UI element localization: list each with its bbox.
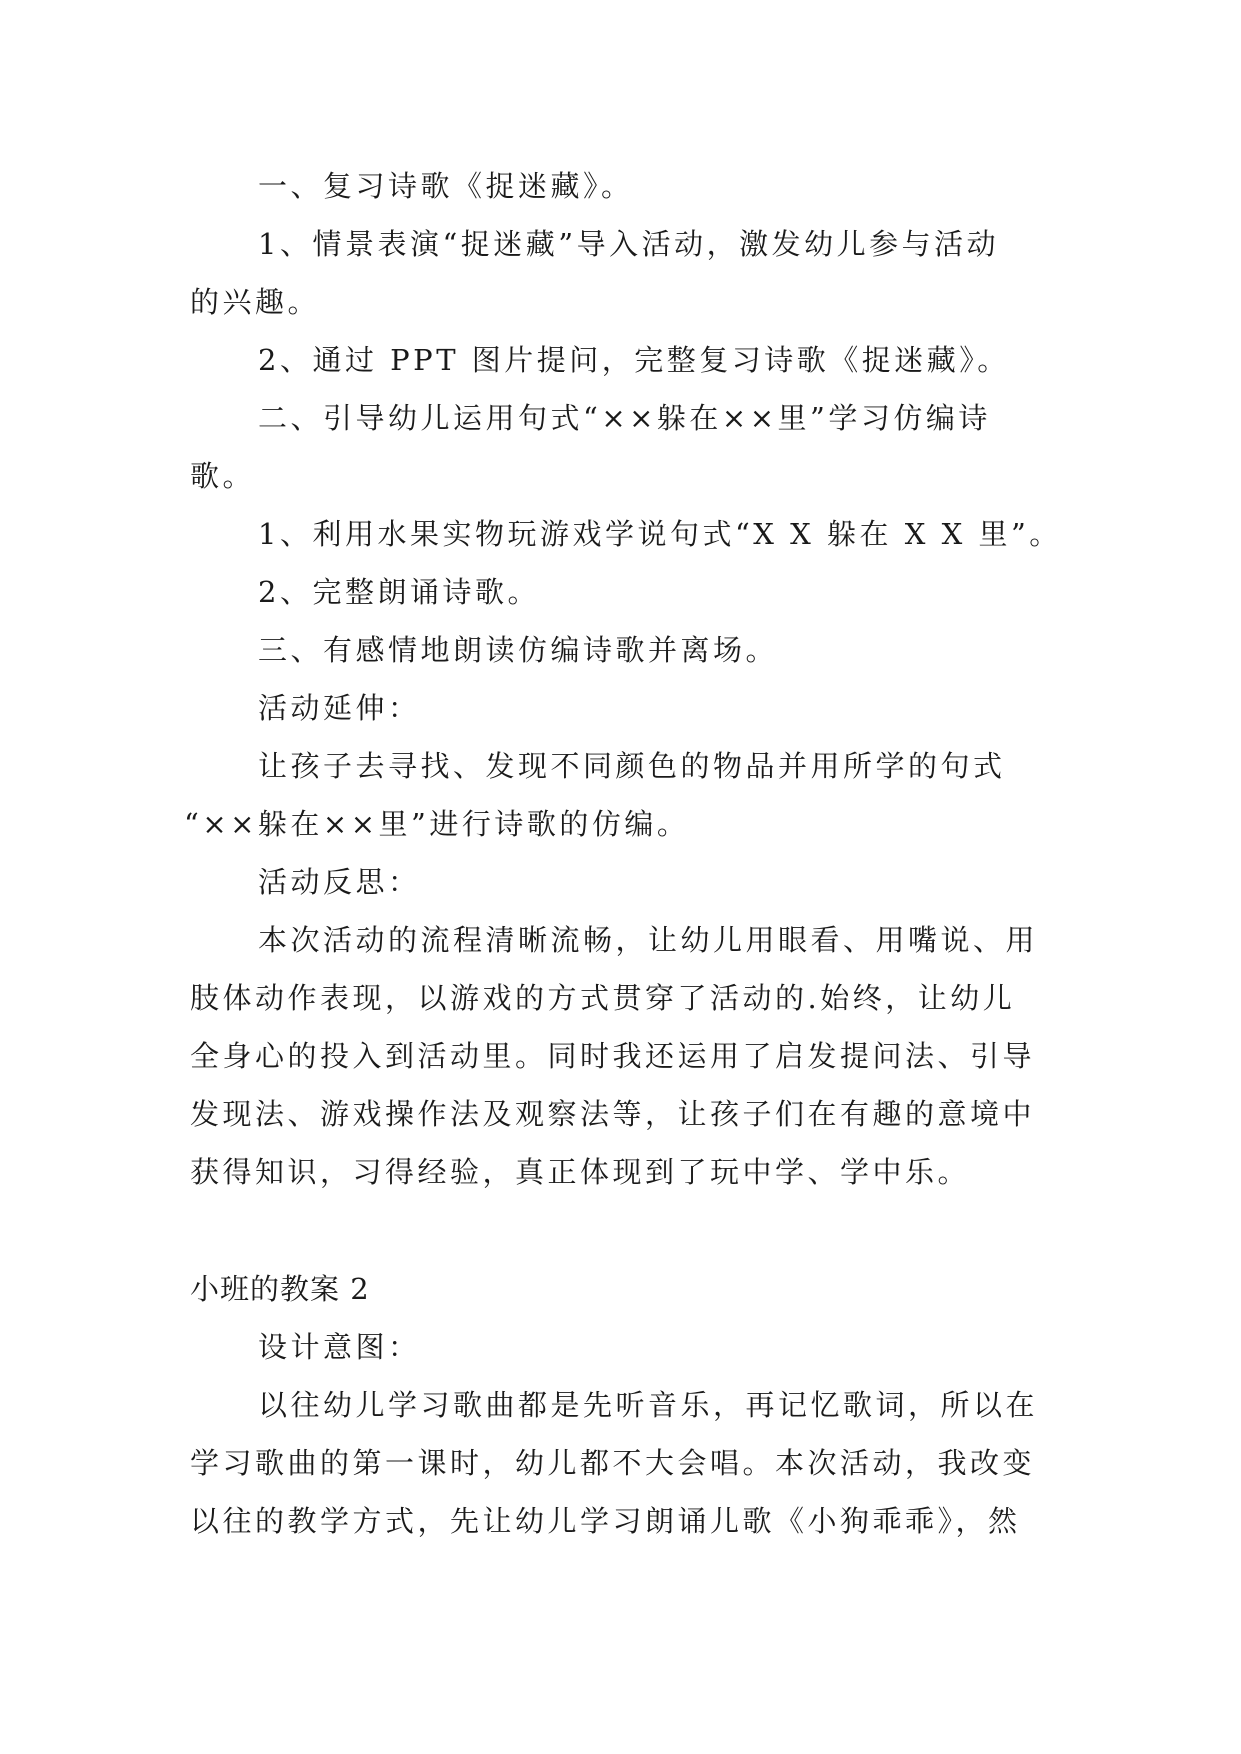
- paragraph-line: “××躲在××里”进行诗歌的仿编。: [184, 807, 690, 841]
- paragraph-line: 全身心的投入到活动里。同时我还运用了启发提问法、引导: [190, 1039, 1036, 1073]
- paragraph-line: 1、情景表演“捉迷藏”导入活动，激发幼儿参与活动: [258, 227, 1000, 261]
- paragraph-line: 获得知识，习得经验，真正体现到了玩中学、学中乐。: [190, 1155, 971, 1189]
- paragraph-line: 以往的教学方式，先让幼儿学习朗诵儿歌《小狗乖乖》，然: [190, 1504, 1021, 1538]
- paragraph-line: 学习歌曲的第一课时，幼儿都不大会唱。本次活动，我改变: [190, 1446, 1036, 1480]
- paragraph-line: 发现法、游戏操作法及观察法等，让孩子们在有趣的意境中: [190, 1097, 1036, 1131]
- label-extension: 活动延伸：: [258, 691, 421, 725]
- paragraph-line: 本次活动的流程清晰流畅，让幼儿用眼看、用嘴说、用: [258, 923, 1039, 957]
- section-heading-guide: 二、引导幼儿运用句式“××躲在××里”学习仿编诗: [258, 401, 991, 435]
- lesson-plan-title: 小班的教案 2: [190, 1272, 370, 1306]
- label-reflection: 活动反思：: [258, 865, 421, 899]
- label-design-intent: 设计意图：: [258, 1330, 421, 1364]
- paragraph-line: 2、通过 PPT 图片提问，完整复习诗歌《捉迷藏》。: [258, 343, 1010, 377]
- paragraph-line: 让孩子去寻找、发现不同颜色的物品并用所学的句式: [258, 749, 1006, 783]
- paragraph-line: 以往幼儿学习歌曲都是先听音乐，再记忆歌词，所以在: [258, 1388, 1039, 1422]
- section-heading-review: 一、复习诗歌《捉迷藏》。: [258, 169, 634, 203]
- paragraph-line: 1、利用水果实物玩游戏学说句式“X X 躲在 X X 里”。: [258, 517, 1062, 551]
- paragraph-line: 肢体动作表现，以游戏的方式贯穿了活动的.始终，让幼儿: [190, 981, 1016, 1015]
- paragraph-line: 的兴趣。: [190, 285, 321, 319]
- paragraph-line: 歌。: [190, 459, 256, 493]
- paragraph-line: 2、完整朗诵诗歌。: [258, 575, 540, 609]
- section-heading-recite: 三、有感情地朗读仿编诗歌并离场。: [258, 633, 779, 667]
